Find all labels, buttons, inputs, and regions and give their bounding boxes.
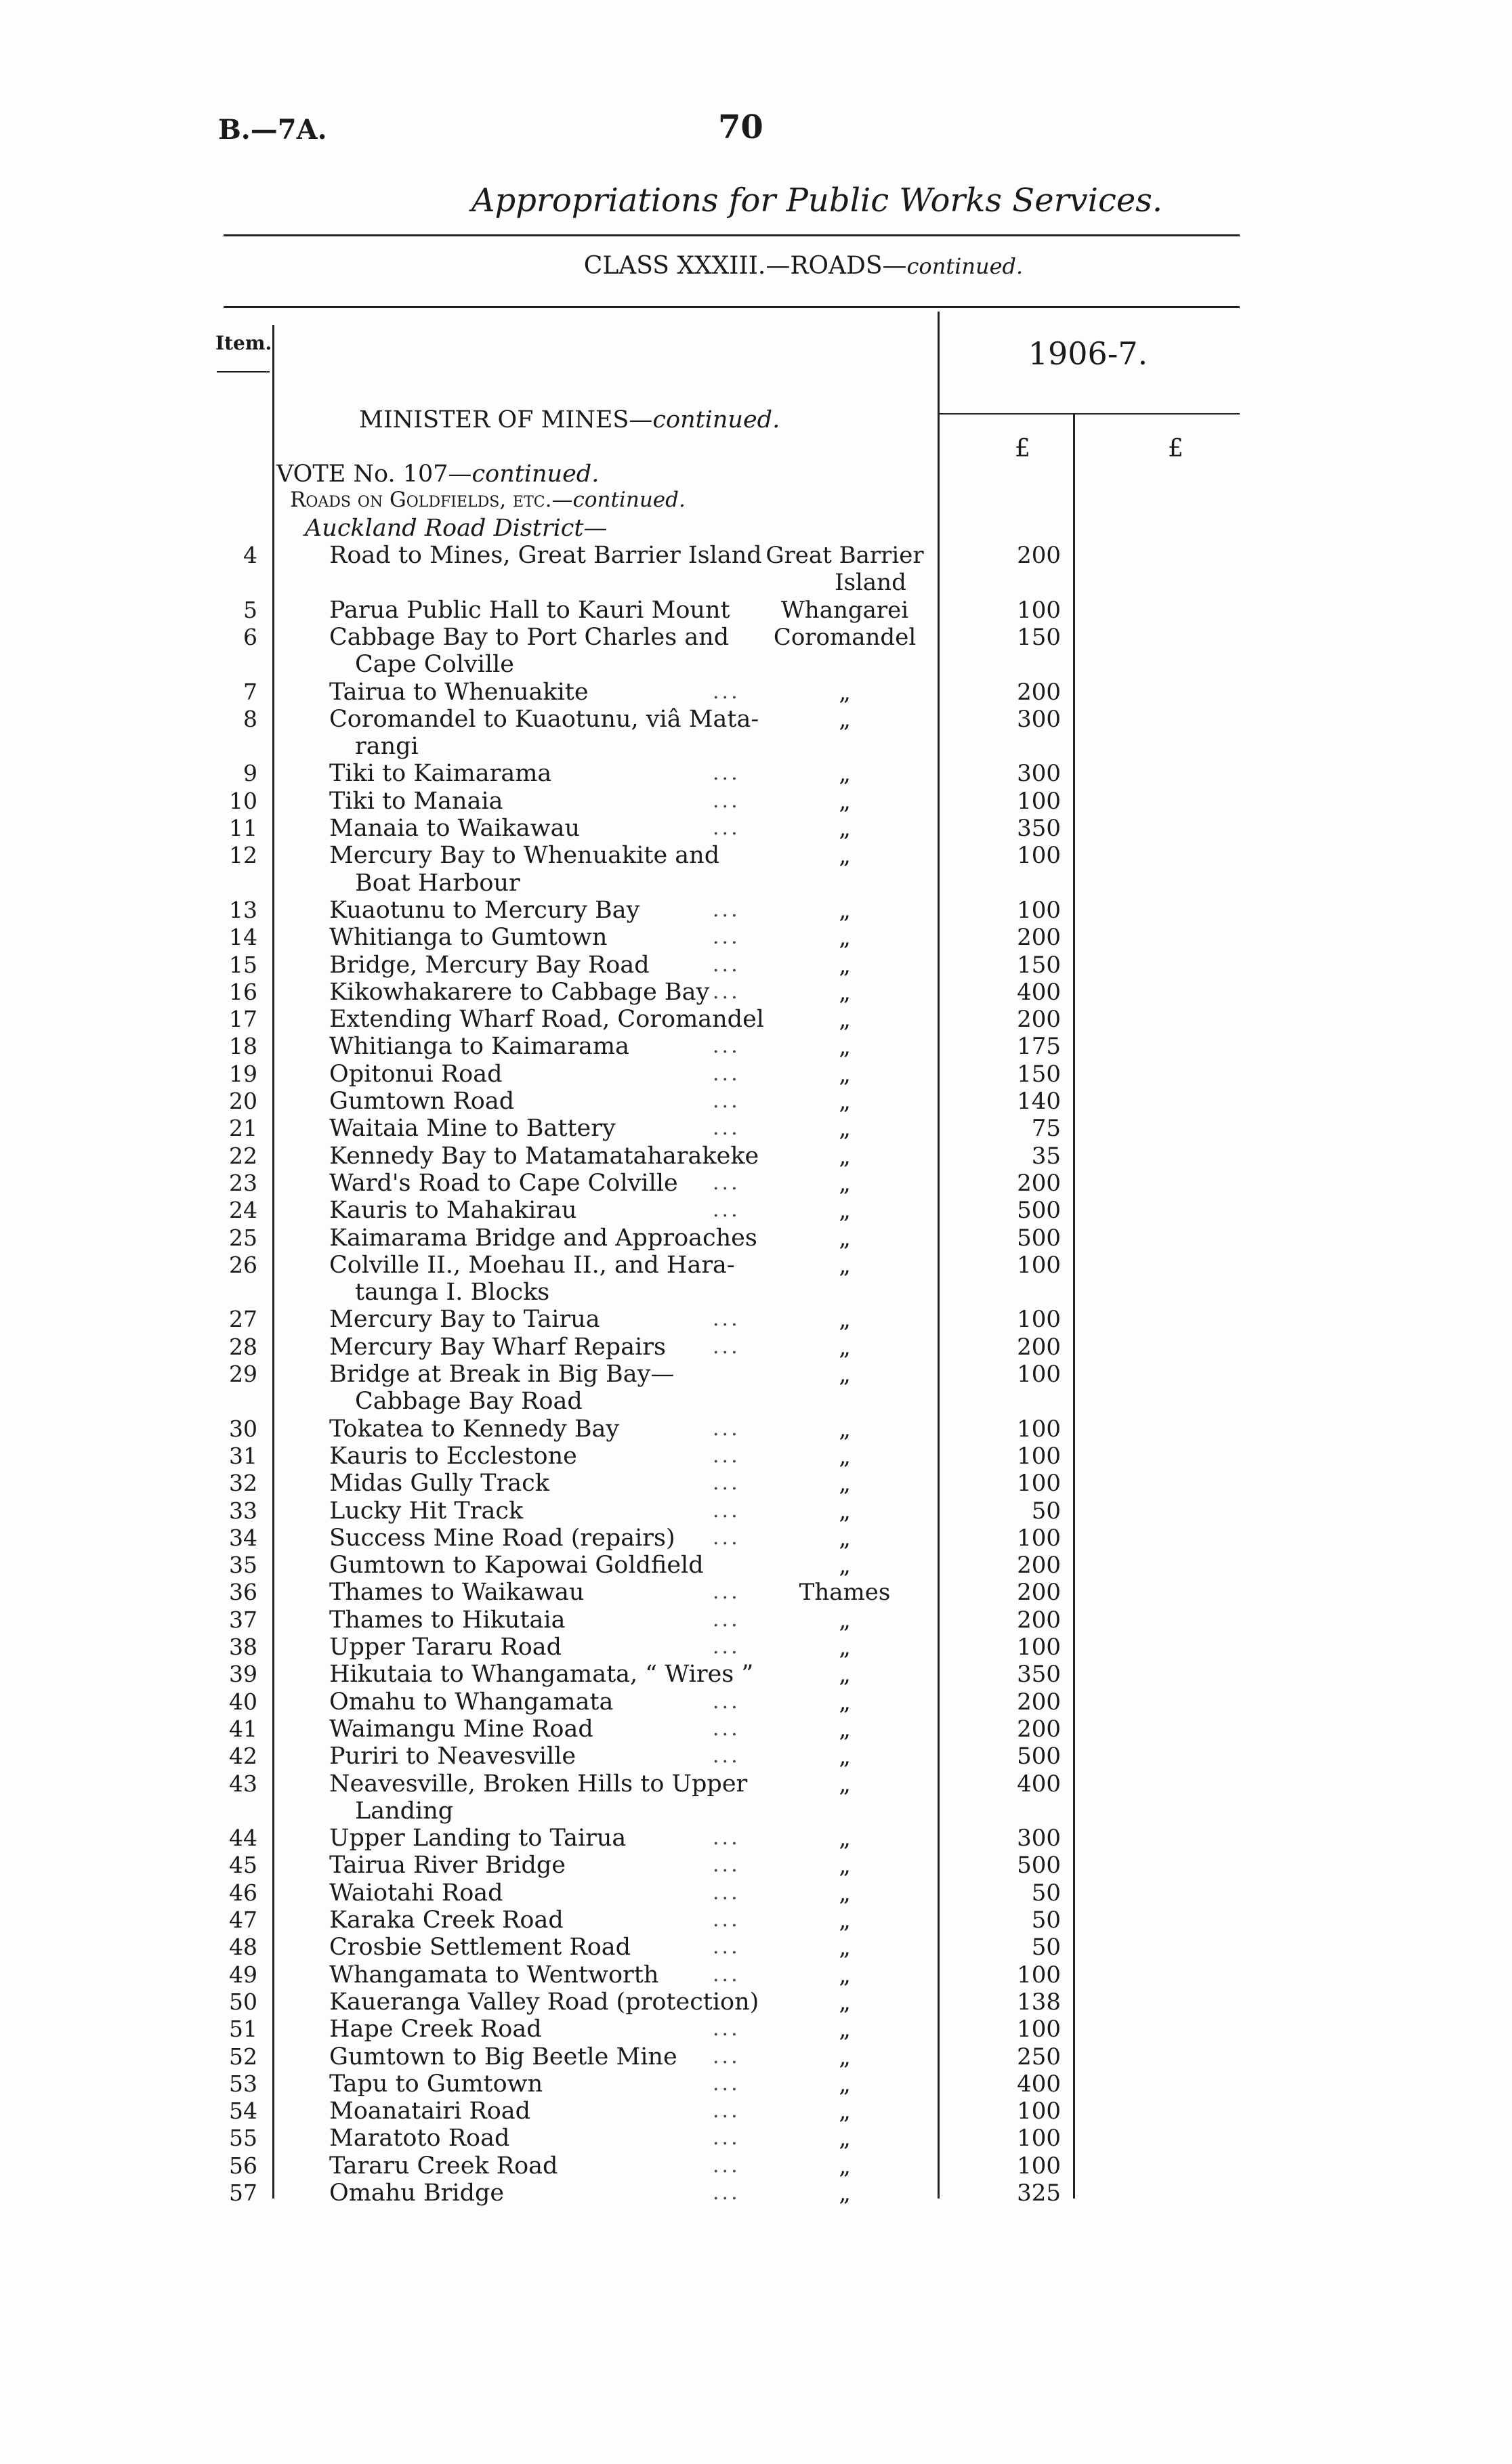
item-description: Lucky Hit Track [329,1497,524,1525]
amount: 500 [1017,1743,1061,1770]
item-number: 9 [243,760,257,787]
amount: 350 [1017,815,1061,842]
amount: 138 [1017,1988,1061,2016]
amount: 325 [1017,2180,1061,2207]
amount: 150 [1017,623,1061,651]
district-name: „ [839,1688,851,1716]
item-number: 27 [229,1306,257,1333]
item-number: 12 [229,842,257,869]
amount: 300 [1017,705,1061,733]
amount: 100 [1017,596,1061,624]
amount: 100 [1017,1470,1061,1497]
item-description-continued: Cabbage Bay Road [355,1388,583,1416]
item-description: Road to Mines, Great Barrier Island [329,542,762,569]
item-description: Waitaia Mine to Battery [329,1115,616,1143]
item-number: 20 [229,1088,257,1114]
amount: 100 [1017,2125,1061,2152]
item-description: Tairua to Whenuakite [329,678,589,706]
pound-right-header: £ [1168,435,1183,463]
item-description: Mercury Bay to Tairua [329,1306,600,1334]
item-number: 56 [229,2152,257,2179]
minister-heading-main: MINISTER OF MINES— [359,406,653,433]
district-name: „ [839,815,851,842]
district-name: „ [839,1060,851,1088]
district-name: „ [839,1169,851,1197]
item-number: 6 [243,623,257,650]
item-description: Midas Gully Track [329,1470,549,1497]
leader-dots: ... [713,1170,740,1195]
district-name: „ [839,1524,851,1552]
item-number: 13 [229,896,257,923]
amount: 200 [1017,1715,1061,1743]
item-number: 36 [229,1579,257,1606]
item-description: Thames to Hikutaia [329,1606,566,1634]
amount: 50 [1031,1497,1061,1525]
page-title: Appropriations for Public Works Services. [471,182,1163,219]
amount: 500 [1017,1852,1061,1879]
item-number: 17 [229,1006,257,1033]
amount: 250 [1017,2043,1061,2070]
leader-dots: ... [713,1334,740,1359]
item-description-continued: Cape Colville [355,651,515,679]
item-description: Tokatea to Kennedy Bay [329,1415,620,1443]
item-description: Whangamata to Wentworth [329,1961,659,1989]
leader-dots: ... [713,1635,740,1659]
item-number: 30 [229,1415,257,1442]
district-name: „ [839,2043,851,2070]
amount: 100 [1017,2098,1061,2125]
item-description-continued: taunga I. Blocks [355,1279,550,1307]
item-description-continued: Landing [355,1797,454,1825]
item-column-header: Item. [215,332,272,354]
district-name: „ [839,1251,851,1279]
district-name: „ [839,1552,851,1579]
item-description: Whitianga to Gumtown [329,924,608,952]
minister-heading [359,406,780,433]
leader-dots: ... [713,2071,740,2096]
item-description: Gumtown to Big Beetle Mine [329,2043,677,2070]
leader-dots: ... [713,1826,740,1850]
item-number: 54 [229,2098,257,2125]
item-description: Neavesville, Broken Hills to Upper [329,1770,748,1798]
item-description: Omahu to Whangamata [329,1688,614,1716]
item-number: 7 [243,678,257,705]
amount: 200 [1017,1552,1061,1579]
district-name: „ [839,1142,851,1170]
item-number: 24 [229,1197,257,1224]
item-description: Tiki to Manaia [329,787,503,815]
amount: 75 [1031,1115,1061,1143]
district-name: „ [839,1661,851,1688]
district-name: „ [839,978,851,1006]
district-name: Coromandel [773,623,917,651]
amount: 175 [1017,1033,1061,1061]
amount: 35 [1031,1142,1061,1170]
item-number: 52 [229,2043,257,2070]
item-description: Kikowhakarere to Cabbage Bay [329,978,710,1006]
district-name: „ [839,1907,851,1934]
item-number: 45 [229,1852,257,1879]
item-number: 37 [229,1606,257,1633]
document-code: B.—7A. [218,114,327,146]
item-number: 39 [229,1661,257,1688]
item-number: 57 [229,2180,257,2206]
item-description: Whitianga to Kaimarama [329,1033,629,1061]
year-header-rule [939,413,1240,415]
leader-dots: ... [713,1935,740,1959]
district-name: „ [839,1088,851,1115]
district-name: „ [839,2152,851,2180]
amount: 400 [1017,2070,1061,2098]
amount: 100 [1017,1361,1061,1388]
item-description: Extending Wharf Road, Coromandel [329,1006,764,1034]
item-number: 43 [229,1770,257,1797]
district-name: „ [839,951,851,979]
amount: 100 [1017,1306,1061,1334]
item-description: Kennedy Bay to Matamataharakeke [329,1142,759,1170]
item-description: Ward's Road to Cape Colville [329,1169,678,1197]
amount: 200 [1017,542,1061,569]
amount: 140 [1017,1088,1061,1115]
item-description: Kaueranga Valley Road (protection) [329,1988,759,2016]
item-number: 38 [229,1634,257,1660]
amount: 100 [1017,2016,1061,2043]
item-description: Tapu to Gumtown [329,2070,543,2098]
minister-heading-suffix: continued. [652,406,780,433]
item-description: Upper Landing to Tairua [329,1825,627,1852]
item-description: Kauris to Mahakirau [329,1197,577,1225]
item-number: 40 [229,1688,257,1715]
item-description: Moanatairi Road [329,2098,531,2125]
pound-left-header: £ [1015,435,1030,463]
roads-heading [290,488,686,512]
item-description: Coromandel to Kuaotunu, viâ Mata- [329,705,759,733]
district-name: „ [839,2070,851,2098]
item-number: 5 [243,596,257,623]
amount: 200 [1017,1606,1061,1634]
amount: 350 [1017,1661,1061,1688]
item-number: 31 [229,1442,257,1469]
item-description: Waiotahi Road [329,1879,503,1907]
top-rule [224,234,1240,236]
leader-dots: ... [713,1116,740,1141]
amount-column-rule [1073,415,1075,2199]
item-description: Tararu Creek Road [329,2152,558,2180]
vote-heading-suffix: continued. [471,461,600,488]
leader-dots: ... [713,816,740,840]
leader-dots: ... [713,788,740,813]
district-name: „ [839,1033,851,1061]
amount: 200 [1017,1006,1061,1034]
district-name: „ [839,1825,851,1852]
amount: 500 [1017,1224,1061,1252]
item-description: Hikutaia to Whangamata, “ Wires ” [329,1661,754,1688]
amount: 100 [1017,842,1061,870]
district-name: „ [839,1361,851,1388]
leader-dots: ... [713,2126,740,2150]
district-name: „ [839,1634,851,1661]
leader-dots: ... [713,761,740,786]
item-number: 23 [229,1169,257,1196]
item-description: Kaimarama Bridge and Approaches [329,1224,757,1252]
amount: 100 [1017,1442,1061,1470]
class-heading-suffix: continued. [906,253,1024,279]
item-number: 26 [229,1251,257,1278]
item-description: Puriri to Neavesville [329,1743,576,1770]
item-number: 42 [229,1743,257,1770]
item-number: 51 [229,2016,257,2043]
amount: 200 [1017,1688,1061,1716]
class-heading [0,252,1512,280]
item-description: Mercury Bay Wharf Repairs [329,1333,666,1361]
district-name: „ [839,2016,851,2043]
district-name: „ [839,705,851,733]
district-name: Great Barrier [765,542,924,569]
item-number: 48 [229,1934,257,1961]
leader-dots: ... [713,925,740,950]
leader-dots: ... [713,1962,740,1987]
item-description: Mercury Bay to Whenuakite and [329,842,720,870]
district-name: „ [839,924,851,952]
amount: 100 [1017,1961,1061,1989]
leader-dots: ... [713,1716,740,1741]
leader-dots: ... [713,1744,740,1768]
item-number: 25 [229,1224,257,1251]
item-column-rule [272,325,274,2199]
leader-dots: ... [713,1607,740,1632]
leader-dots: ... [713,679,740,704]
item-description: Crosbie Settlement Road [329,1934,631,1961]
leader-dots: ... [713,1198,740,1223]
leader-dots: ... [713,1034,740,1059]
leader-dots: ... [713,2099,740,2123]
amount: 200 [1017,924,1061,952]
item-description: Maratoto Road [329,2125,510,2152]
amount: 50 [1031,1907,1061,1934]
amount: 100 [1017,896,1061,924]
district-name: „ [839,2180,851,2207]
leader-dots: ... [713,2017,740,2041]
amount: 500 [1017,1197,1061,1225]
district-name: „ [839,1115,851,1143]
item-number: 16 [229,978,257,1005]
district-name: „ [839,1006,851,1034]
item-number: 44 [229,1825,257,1852]
item-description: Colville II., Moehau II., and Hara- [329,1251,735,1279]
district-name: „ [839,896,851,924]
amount: 150 [1017,951,1061,979]
item-number: 35 [229,1552,257,1579]
amount: 300 [1017,1825,1061,1852]
year-column-header: 1906-7. [1028,335,1148,372]
vote-heading [276,461,599,488]
amount: 100 [1017,1415,1061,1443]
leader-dots: ... [713,979,740,1004]
leader-dots: ... [713,1471,740,1495]
amount: 100 [1017,1524,1061,1552]
amount: 100 [1017,1251,1061,1279]
item-number: 29 [229,1361,257,1387]
item-number: 18 [229,1033,257,1060]
leader-dots: ... [713,952,740,977]
district-name: „ [839,1743,851,1770]
leader-dots: ... [713,1498,740,1523]
district-name: „ [839,1770,851,1798]
item-description: Kauris to Ecclestone [329,1442,577,1470]
district-name: „ [839,1715,851,1743]
item-description: Waimangu Mine Road [329,1715,593,1743]
item-number: 22 [229,1142,257,1169]
leader-dots: ... [713,1061,740,1086]
district-name: „ [839,760,851,788]
item-header-underline [217,371,270,373]
leader-dots: ... [713,1525,740,1550]
leader-dots: ... [713,2153,740,2178]
district-name: „ [839,1442,851,1470]
item-number: 34 [229,1524,257,1551]
amount: 200 [1017,1333,1061,1361]
item-number: 19 [229,1060,257,1087]
district-name: „ [839,678,851,706]
amount: 400 [1017,1770,1061,1798]
item-number: 14 [229,924,257,951]
item-description: Kuaotunu to Mercury Bay [329,896,640,924]
item-description: Bridge at Break in Big Bay— [329,1361,675,1388]
item-description: Omahu Bridge [329,2180,505,2207]
leader-dots: ... [713,1908,740,1932]
district-name-continued: Island [835,569,906,597]
page-number: 70 [718,108,763,146]
leader-dots: ... [713,1307,740,1332]
item-number: 8 [243,705,257,732]
leader-dots: ... [713,1689,740,1714]
leader-dots: ... [713,1416,740,1441]
item-description: Thames to Waikawau [329,1579,585,1607]
item-description: Manaia to Waikawau [329,815,580,842]
district-name: „ [839,2125,851,2152]
district-name: „ [839,1197,851,1225]
item-number: 53 [229,2070,257,2097]
class-heading-main: CLASS XXXIII.—ROADS— [583,252,907,280]
item-number: 11 [229,815,257,841]
district-name: „ [839,1224,851,1252]
district-name: „ [839,1852,851,1879]
leader-dots: ... [713,2181,740,2205]
amount: 100 [1017,787,1061,815]
leader-dots: ... [713,897,740,922]
district-name: „ [839,1961,851,1989]
item-description: Karaka Creek Road [329,1907,564,1934]
item-description: Hape Creek Road [329,2016,542,2043]
amount: 200 [1017,1169,1061,1197]
leader-dots: ... [713,1089,740,1113]
amount: 300 [1017,760,1061,788]
amount: 50 [1031,1879,1061,1907]
district-name: „ [839,842,851,870]
leader-dots: ... [713,1853,740,1877]
roads-heading-suffix: continued. [572,488,686,512]
item-description-continued: rangi [355,733,419,761]
district-heading: Auckland Road District— [305,515,608,542]
district-name: „ [839,1497,851,1525]
item-number: 15 [229,951,257,978]
item-description: Parua Public Hall to Kauri Mount [329,596,730,624]
district-name: „ [839,1606,851,1634]
amount: 50 [1031,1934,1061,1961]
district-name: „ [839,1988,851,2016]
item-description: Tairua River Bridge [329,1852,566,1879]
leader-dots: ... [713,1580,740,1605]
item-number: 33 [229,1497,257,1524]
item-number: 55 [229,2125,257,2152]
district-name: Thames [799,1579,891,1607]
district-name: Whangarei [780,596,909,624]
item-description-continued: Boat Harbour [355,869,520,897]
item-description: Gumtown Road [329,1088,515,1115]
amount: 150 [1017,1060,1061,1088]
amount: 400 [1017,978,1061,1006]
item-description: Upper Tararu Road [329,1634,562,1661]
district-name: „ [839,2098,851,2125]
item-description: Success Mine Road (repairs) [329,1524,675,1552]
amount: 100 [1017,2152,1061,2180]
amount: 100 [1017,1634,1061,1661]
item-number: 47 [229,1907,257,1933]
item-description: Opitonui Road [329,1060,503,1088]
item-number: 46 [229,1879,257,1906]
item-description: Gumtown to Kapowai Goldfield [329,1552,704,1579]
district-name: „ [839,1306,851,1334]
vote-heading-main: VOTE No. 107— [276,461,472,488]
item-number: 49 [229,1961,257,1988]
item-description: Tiki to Kaimarama [329,760,552,788]
item-description: Bridge, Mercury Bay Road [329,951,650,979]
amount: 200 [1017,678,1061,706]
item-number: 4 [243,542,257,568]
district-name: „ [839,1333,851,1361]
leader-dots: ... [713,1880,740,1905]
district-name: „ [839,1934,851,1961]
roads-heading-main: Roads on Goldfields, etc.— [290,488,573,512]
leader-dots: ... [713,1443,740,1468]
district-name: „ [839,1415,851,1443]
district-name: „ [839,1470,851,1497]
table-top-rule [224,306,1240,308]
item-number: 10 [229,787,257,814]
amount: 200 [1017,1579,1061,1607]
district-name: „ [839,1879,851,1907]
district-name: „ [839,787,851,815]
leader-dots: ... [713,2044,740,2068]
item-description: Cabbage Bay to Port Charles and [329,623,730,651]
item-number: 28 [229,1333,257,1360]
item-number: 50 [229,1988,257,2015]
item-number: 21 [229,1115,257,1142]
item-number: 32 [229,1470,257,1497]
item-number: 41 [229,1715,257,1742]
